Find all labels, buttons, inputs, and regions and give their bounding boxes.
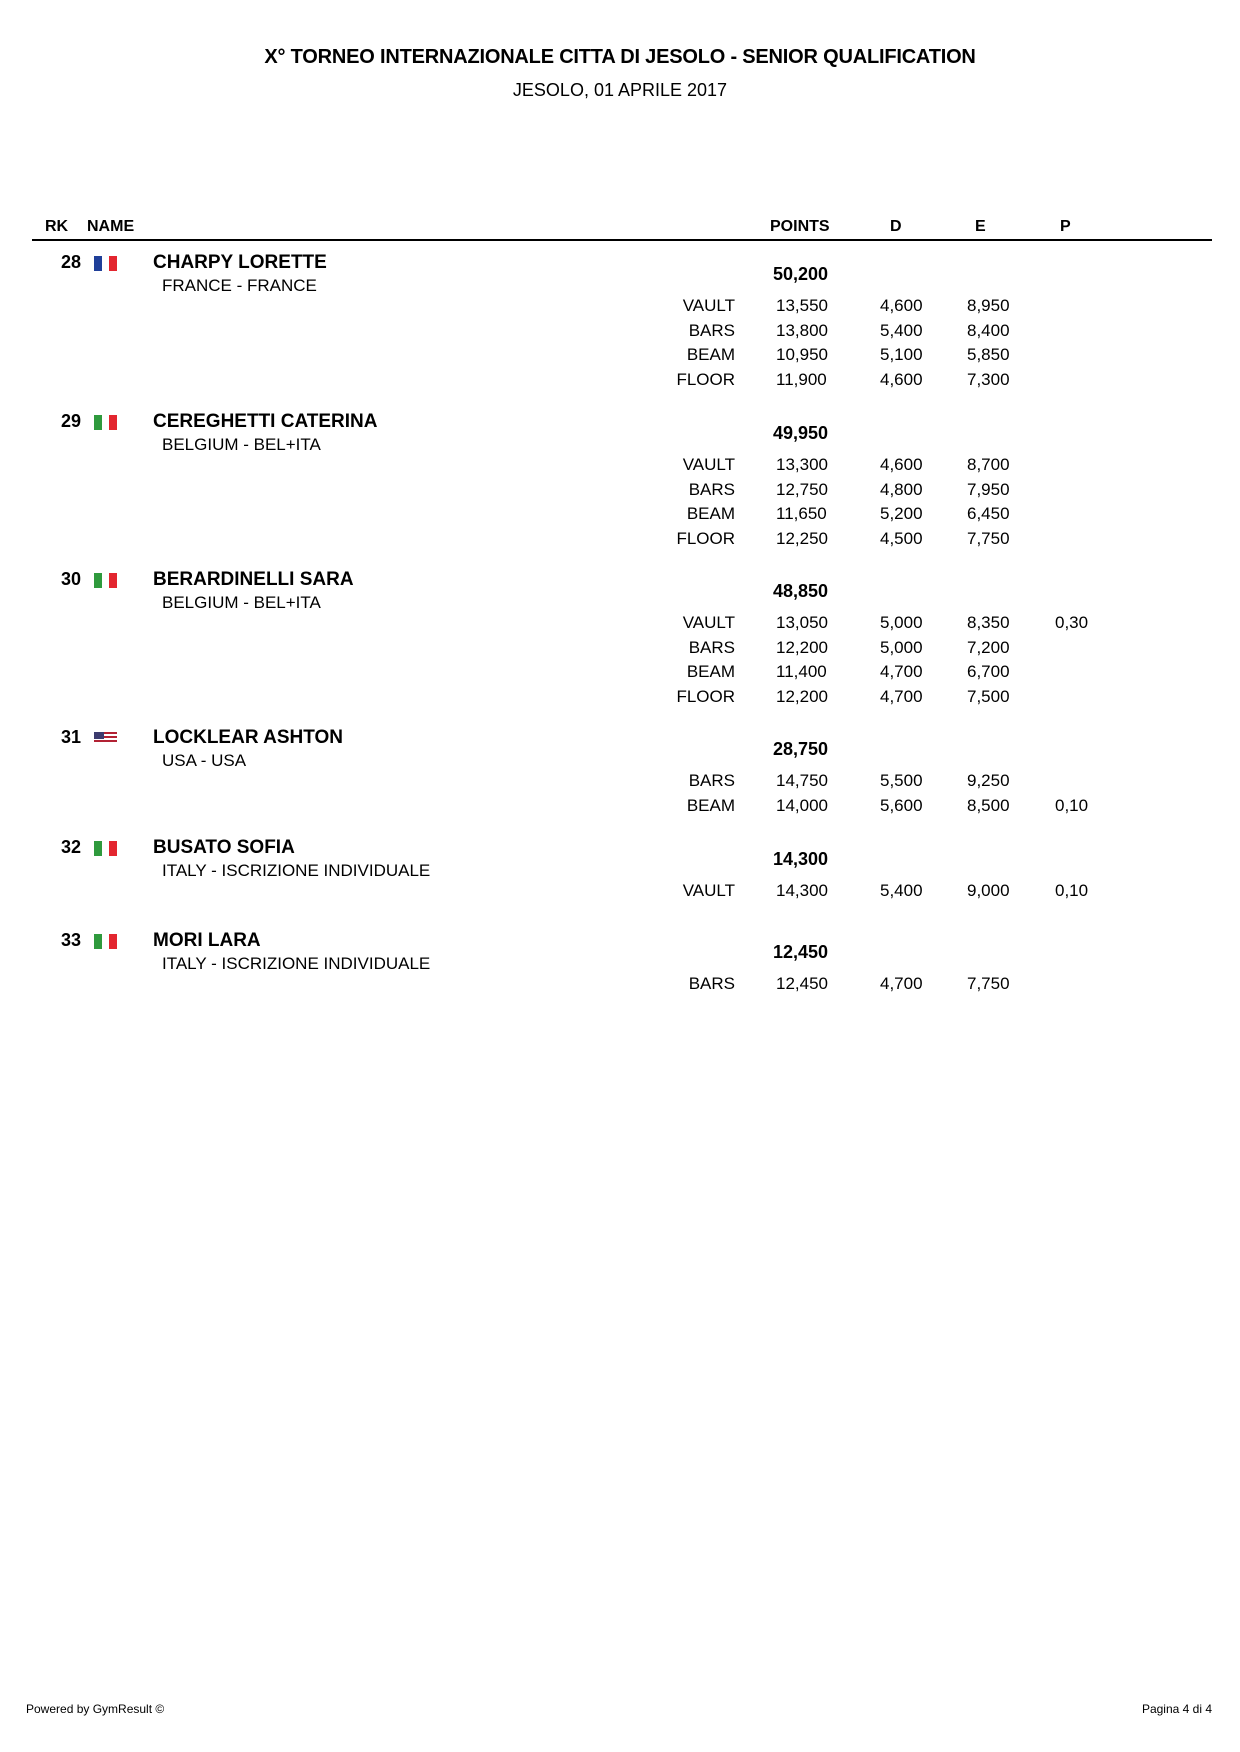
apparatus-e-score: 5,850 — [967, 345, 1010, 364]
flag-stripe — [102, 256, 110, 271]
apparatus-row — [0, 345, 1240, 369]
apparatus-points: 12,750 — [776, 479, 828, 499]
apparatus-e-score: 7,950 — [967, 479, 1010, 499]
apparatus-row — [0, 529, 1240, 553]
apparatus-d-score: 4,800 — [880, 479, 923, 499]
flag-stripe — [102, 841, 110, 856]
flag-stripe — [102, 415, 110, 430]
apparatus-e-score: 8,500 — [967, 795, 1010, 815]
apparatus-e-score: 8,950 — [967, 296, 1010, 315]
athlete-name: CHARPY LORETTE — [153, 252, 327, 273]
apparatus-points: 11,400 — [776, 662, 827, 681]
athlete-club: FRANCE - FRANCE — [162, 276, 317, 295]
athlete-total-points: 28,750 — [772, 739, 828, 759]
apparatus-d-score: 5,500 — [880, 771, 923, 790]
athlete-club: USA - USA — [162, 751, 247, 770]
apparatus-row — [0, 638, 1240, 662]
apparatus-label: VAULT — [682, 455, 735, 474]
column-header-points: POINTS — [770, 218, 830, 235]
apparatus-points: 12,200 — [776, 637, 828, 657]
athlete-total-points: 14,300 — [772, 849, 828, 869]
athlete-rank: 32 — [60, 837, 81, 857]
athlete-rank: 29 — [60, 411, 81, 431]
column-header-d: D — [890, 218, 902, 235]
flag-stripe — [94, 573, 102, 588]
athlete-name: BERARDINELLI SARA — [153, 569, 354, 590]
athlete-club: BELGIUM - BEL+ITA — [162, 593, 321, 612]
apparatus-row — [0, 504, 1240, 528]
apparatus-d-score: 4,600 — [880, 369, 923, 389]
apparatus-e-score: 7,500 — [967, 686, 1010, 706]
apparatus-label: BARS — [688, 771, 735, 790]
apparatus-e-score: 6,700 — [967, 662, 1010, 681]
apparatus-label: FLOOR — [676, 528, 735, 548]
athlete-club: BELGIUM - BEL+ITA — [162, 435, 321, 454]
apparatus-e-score: 8,400 — [967, 320, 1010, 340]
apparatus-points: 14,750 — [776, 771, 828, 790]
athlete-total-points: 49,950 — [772, 423, 828, 443]
column-header-e: E — [975, 218, 986, 235]
apparatus-penalty: 0,10 — [1055, 881, 1089, 900]
apparatus-d-score: 5,400 — [880, 320, 923, 340]
apparatus-row — [0, 455, 1240, 479]
flag-stripe — [94, 841, 102, 856]
athlete-block — [0, 569, 1240, 706]
column-header-name: NAME — [87, 218, 135, 235]
flag-stripe — [109, 573, 117, 588]
apparatus-e-score: 9,000 — [967, 881, 1010, 900]
athlete-rank: 33 — [60, 930, 81, 950]
apparatus-d-score: 4,500 — [880, 528, 923, 548]
apparatus-label: FLOOR — [676, 369, 735, 389]
apparatus-d-score: 4,700 — [880, 662, 923, 681]
athlete-rank: 28 — [60, 252, 81, 272]
apparatus-d-score: 4,600 — [880, 296, 923, 315]
italy-flag-icon — [94, 415, 117, 430]
apparatus-points: 11,650 — [776, 504, 827, 523]
flag-stripe — [109, 415, 117, 430]
athlete-total-points: 48,850 — [772, 581, 828, 601]
athlete-block — [0, 837, 1240, 900]
flag-stripe — [94, 934, 102, 949]
flag-stripe — [109, 256, 117, 271]
apparatus-points: 10,950 — [776, 345, 828, 364]
flag-stripe — [102, 934, 110, 949]
apparatus-points: 13,050 — [776, 613, 828, 632]
athlete-block — [0, 930, 1240, 993]
athlete-block — [0, 727, 1240, 815]
apparatus-e-score: 7,200 — [967, 637, 1010, 657]
apparatus-e-score: 7,750 — [967, 528, 1010, 548]
apparatus-row — [0, 687, 1240, 711]
apparatus-d-score: 4,700 — [880, 686, 923, 706]
apparatus-points: 13,800 — [776, 320, 828, 340]
apparatus-e-score: 7,300 — [967, 369, 1010, 389]
apparatus-points: 12,450 — [776, 974, 828, 993]
flag-stripe — [102, 573, 110, 588]
italy-flag-icon — [94, 841, 117, 856]
apparatus-label: BEAM — [686, 662, 735, 681]
apparatus-points: 13,300 — [776, 455, 828, 474]
apparatus-row — [0, 974, 1240, 998]
apparatus-d-score: 5,200 — [880, 504, 923, 523]
athlete-block — [0, 411, 1240, 548]
apparatus-label: BARS — [688, 479, 735, 499]
usa-flag-icon — [94, 732, 117, 744]
apparatus-e-score: 9,250 — [967, 771, 1010, 790]
footer-powered-by: Powered by GymResult © — [26, 1702, 165, 1716]
apparatus-label: BARS — [688, 320, 735, 340]
apparatus-e-score: 7,750 — [967, 974, 1010, 993]
flag-stripe — [109, 841, 117, 856]
column-header-p: P — [1060, 218, 1071, 235]
apparatus-label: VAULT — [682, 613, 735, 632]
apparatus-row — [0, 296, 1240, 320]
apparatus-label: FLOOR — [676, 686, 735, 706]
apparatus-row — [0, 370, 1240, 394]
athlete-club: ITALY - ISCRIZIONE INDIVIDUALE — [162, 861, 431, 880]
apparatus-d-score: 4,600 — [880, 455, 923, 474]
apparatus-label: BARS — [688, 637, 735, 657]
athlete-name: CEREGHETTI CATERINA — [153, 411, 378, 432]
page-subtitle: JESOLO, 01 APRILE 2017 — [512, 80, 728, 100]
apparatus-e-score: 8,350 — [967, 613, 1010, 632]
athlete-club: ITALY - ISCRIZIONE INDIVIDUALE — [162, 954, 431, 973]
athlete-rank: 30 — [60, 569, 81, 589]
apparatus-label: VAULT — [682, 296, 735, 315]
athlete-block — [0, 252, 1240, 389]
apparatus-row — [0, 321, 1240, 345]
athlete-name: LOCKLEAR ASHTON — [153, 727, 343, 748]
flag-stripe — [94, 256, 102, 271]
apparatus-d-score: 4,700 — [880, 974, 923, 993]
apparatus-d-score: 5,600 — [880, 795, 923, 815]
flag-canton — [94, 732, 104, 739]
apparatus-e-score: 6,450 — [967, 504, 1010, 523]
apparatus-row — [0, 613, 1240, 637]
france-flag-icon — [94, 256, 117, 271]
apparatus-points: 11,900 — [776, 369, 827, 389]
apparatus-points: 14,300 — [776, 881, 828, 900]
apparatus-row — [0, 796, 1240, 820]
apparatus-penalty: 0,30 — [1055, 613, 1089, 632]
apparatus-label: VAULT — [682, 881, 735, 900]
athlete-total-points: 12,450 — [772, 942, 828, 962]
flag-stripe — [94, 415, 102, 430]
apparatus-d-score: 5,000 — [880, 613, 923, 632]
apparatus-label: BARS — [688, 974, 735, 993]
italy-flag-icon — [94, 573, 117, 588]
page-title: X° TORNEO INTERNAZIONALE CITTA DI JESOLO - SENIOR QUALIFICATION — [264, 46, 976, 68]
apparatus-row — [0, 771, 1240, 795]
apparatus-row — [0, 881, 1240, 905]
apparatus-d-score: 5,400 — [880, 881, 923, 900]
apparatus-e-score: 8,700 — [967, 455, 1010, 474]
apparatus-penalty: 0,10 — [1055, 795, 1089, 815]
apparatus-row — [0, 480, 1240, 504]
apparatus-label: BEAM — [686, 504, 735, 523]
apparatus-label: BEAM — [686, 345, 735, 364]
apparatus-points: 12,200 — [776, 686, 828, 706]
apparatus-label: BEAM — [686, 795, 735, 815]
apparatus-d-score: 5,000 — [880, 637, 923, 657]
apparatus-d-score: 5,100 — [880, 345, 923, 364]
athlete-rank: 31 — [60, 727, 81, 747]
apparatus-points: 12,250 — [776, 528, 828, 548]
athlete-total-points: 50,200 — [772, 264, 828, 284]
apparatus-points: 14,000 — [776, 795, 828, 815]
athlete-name: BUSATO SOFIA — [153, 837, 295, 858]
column-header-rk: RK — [45, 218, 69, 235]
apparatus-row — [0, 662, 1240, 686]
athlete-name: MORI LARA — [153, 930, 261, 951]
footer-page-number: Pagina 4 di 4 — [1141, 1702, 1212, 1716]
apparatus-points: 13,550 — [776, 296, 828, 315]
italy-flag-icon — [94, 934, 117, 949]
flag-stripe — [109, 934, 117, 949]
